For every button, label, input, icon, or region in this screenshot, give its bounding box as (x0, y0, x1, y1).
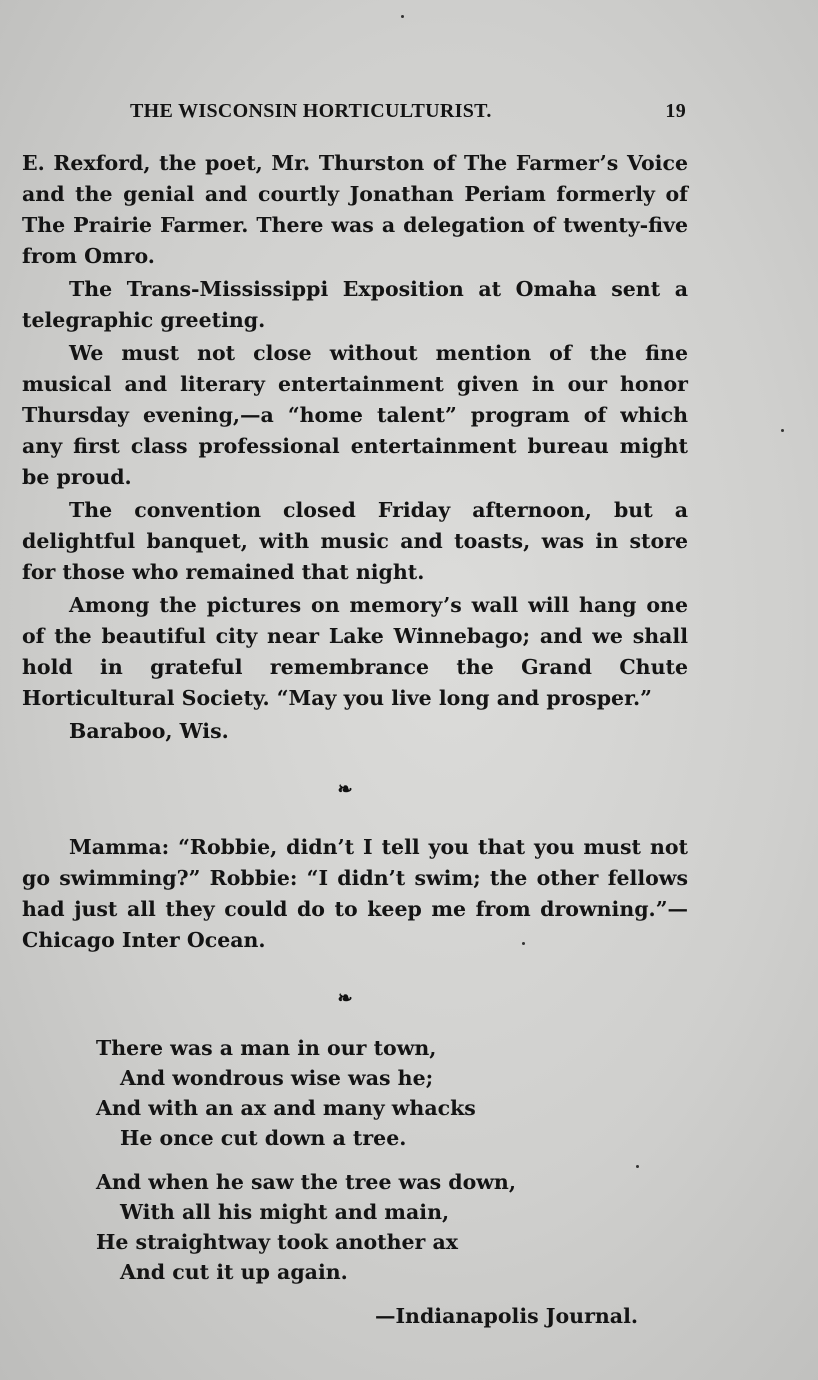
poem-line: With all his might and main, (120, 1200, 450, 1224)
article-body (22, 148, 688, 1331)
paragraph-continuation: E. Rexford, the poet, Mr. Thurston of The Farmer’s Voice and the genial and courtly Jonathan Periam formerly of The Prairie Farmer. There was a delegation of twenty-five from Omro. (22, 151, 688, 268)
paragraph-entertainment: We must not close without mention of the fine musical and literary entertainment given in our honor Thursday evening,—a “home talent” program of which any first class professional entertainment bureau might be proud. (22, 341, 688, 489)
poem-line: He straightway took another ax (96, 1230, 458, 1254)
poem-line: And when he saw the tree was down, (96, 1170, 516, 1194)
poem-line: And cut it up again. (120, 1260, 348, 1284)
paper-speck (401, 15, 404, 18)
poem-line: He once cut down a tree. (120, 1126, 407, 1150)
paper-speck (636, 1165, 639, 1168)
poem-line: And with an ax and many whacks (96, 1096, 476, 1120)
journal-title: THE WISCONSIN HORTICULTURIST. (130, 100, 492, 122)
poem-attribution: —Indianapolis Journal. (374, 1304, 638, 1328)
running-header (130, 100, 686, 130)
poem-stanza (96, 1033, 688, 1153)
paragraph-banquet: The convention closed Friday afternoon, but a delightful banquet, with music and toasts, was in store for those who remained that night. (22, 498, 688, 584)
paper-speck (781, 429, 784, 432)
anecdote-paragraph: Mamma: “Robbie, didn’t I tell you that you must not go swimming?” Robbie: “I didn’t swim; the other fellows had just all they could do to keep me from drowning.”—Chicago Inter Ocean. (22, 835, 688, 952)
paragraph-memory: Among the pictures on memory’s wall will hang one of the beautiful city near Lake Winnebago; and we shall hold in grateful remembrance the Grand Chute Horticultural Society. “May you live long and prosper.” (22, 593, 688, 710)
paper-speck (522, 942, 525, 945)
dateline-place: Baraboo, Wis. (69, 719, 229, 743)
page-number: 19 (665, 100, 686, 122)
poem (96, 1033, 688, 1287)
paragraph-exposition: The Trans-Mississippi Exposition at Omaha sent a telegraphic greeting. (22, 277, 688, 332)
poem-line: There was a man in our town, (96, 1036, 437, 1060)
poem-line: And wondrous wise was he; (120, 1066, 434, 1090)
fleuron-ornament-icon: ❧ (337, 779, 353, 800)
poem-stanza (96, 1167, 688, 1287)
fleuron-ornament-icon: ❧ (337, 988, 353, 1009)
